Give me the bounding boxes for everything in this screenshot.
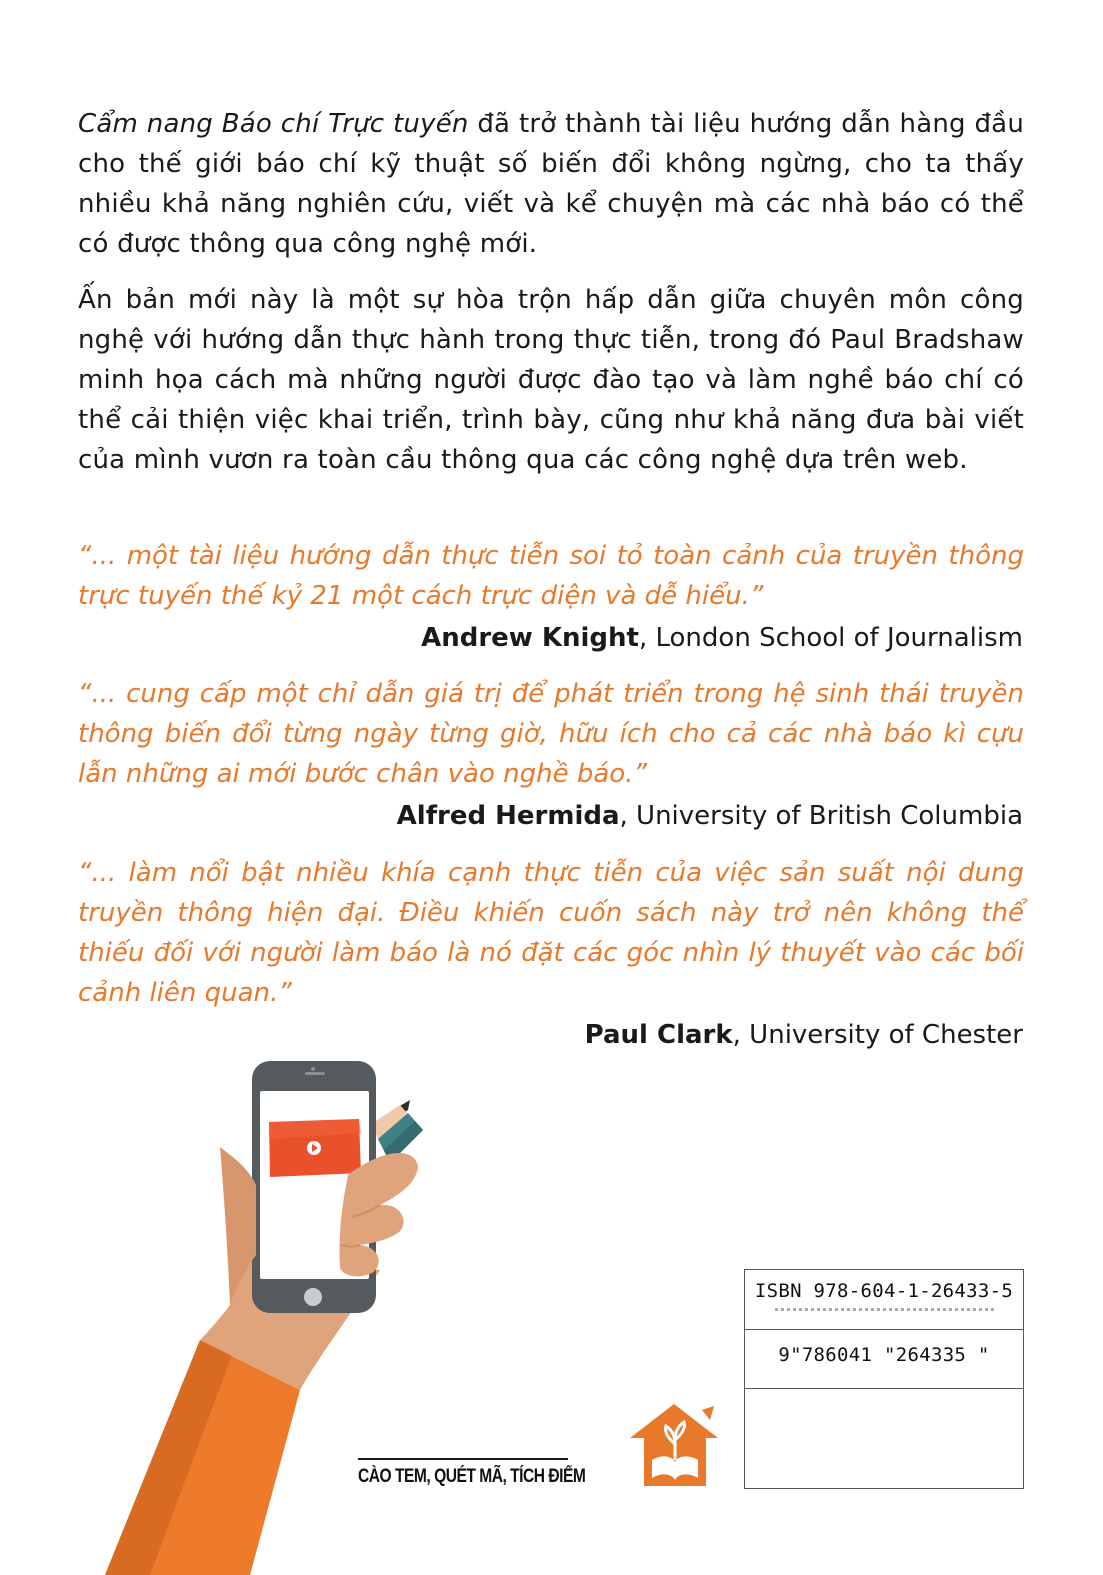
isbn-barcode-number: 9"786041 "264335 "	[745, 1329, 1023, 1389]
quote-2-text: “... cung cấp một chỉ dẫn giá trị để phát triển trong hệ sinh thái truyền thông biến đổi từng ngày từng giờ, hữu ích cho cả các nhà báo kì cựu lẫn những ai mới bước chân vào nghề báo.”	[78, 679, 1024, 789]
phone-home-button-shape	[304, 1288, 322, 1306]
play-icon	[307, 1141, 321, 1155]
quote-3-attribution	[123, 1015, 1023, 1055]
publisher-logo-icon	[622, 1398, 728, 1494]
intro-paragraph-1	[78, 104, 1024, 264]
quote-3-text: “... làm nổi bật nhiều khía cạnh thực tiễn của việc sản suất nội dung truyền thông hiện đại. Điều khiến cuốn sách này trở nên không thể thiếu đối với người làm báo là nó đặt các góc nhìn lý thuyết vào các bối cảnh liên quan.”	[78, 858, 1024, 1008]
isbn-barcode-box	[744, 1269, 1024, 1489]
quote-3-affiliation: , University of Chester	[732, 1020, 1023, 1050]
intro-paragraph-1-text: đã trở thành tài liệu hướng dẫn hàng đầu cho thế giới báo chí kỹ thuật số biến đổi không ngừng, cho ta thấy nhiều khả năng nghiên cứu, viết và kể chuyện mà các nhà báo có thể có được thông qua công nghệ mới.	[78, 109, 1024, 259]
phone-camera-shape	[311, 1067, 315, 1071]
hand-holding-phone-icon	[80, 1055, 440, 1575]
phone-speaker-shape	[305, 1072, 325, 1075]
quote-1-author: Andrew Knight	[421, 623, 639, 653]
quote-3-author: Paul Clark	[584, 1020, 733, 1050]
quote-2-attribution	[123, 796, 1023, 836]
promo-label	[358, 1458, 586, 1488]
isbn-label: ISBN 978-604-1-26433-5	[754, 1280, 1014, 1302]
logo-roof-notch-shape	[702, 1406, 714, 1420]
intro-paragraph-2: Ấn bản mới này là một sự hòa trộn hấp dẫn giữa chuyên môn công nghệ với hướng dẫn thực hành trong thực tiễn, trong đó Paul Bradshaw minh họa cách mà những người được đào tạo và làm nghề báo chí có thể cải thiện việc khai triển, trình bày, cũng như khả năng đưa bài viết của mình vươn ra toàn cầu thông qua các công nghệ dựa trên web.	[78, 285, 1024, 475]
promo-label-text: CÀO TEM, QUÉT MÃ, TÍCH ĐIỂM	[358, 1466, 586, 1487]
isbn-dotted-line	[775, 1308, 995, 1311]
book-title: Cẩm nang Báo chí Trực tuyến	[78, 109, 469, 139]
quote-1-text: “... một tài liệu hướng dẫn thực tiễn soi tỏ toàn cảnh của truyền thông trực tuyến thế kỷ 21 một cách trực diện và dễ hiểu.”	[78, 541, 1024, 611]
quote-2-author: Alfred Hermida	[396, 801, 620, 831]
quote-1-attribution	[123, 618, 1023, 658]
quote-1-affiliation: , London School of Journalism	[638, 623, 1023, 653]
quote-2-affiliation: , University of British Columbia	[619, 801, 1023, 831]
